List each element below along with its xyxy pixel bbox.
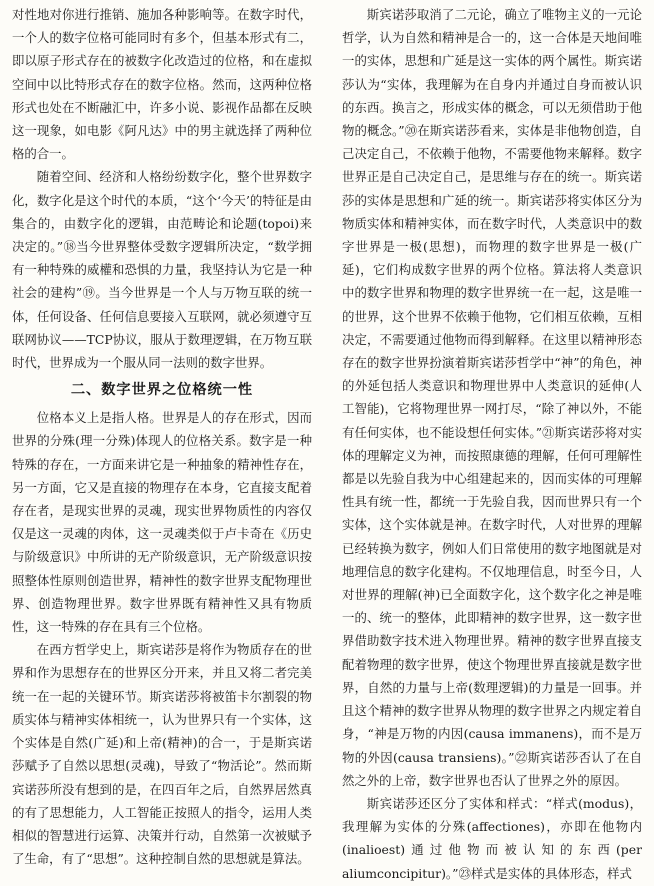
left-paragraph-2: 随着空间、经济和人格纷纷数字化，整个世界数字化，数字化是这个时代的本质，“这个‘今天’的特征是由集合的，由数字化的逻辑，由范畴论和论题(topoi)来决定的。”⑱当今世界整体受数字逻辑所决定，“数学拥有一种特殊的威權和恐惧的力量，我坚持认为它是一种社会的建构”⑲。当今世界是一个人与万物互联的统一体，任何设备、任何信息要接入互联网，就必须遵守互联网协议——TCP协议，服从于数理逻辑，在万物互联时代，世界成为一个服从同一法则的数字世界。	[12, 169, 312, 371]
right-paragraph-1: 斯宾诺莎取消了二元论，确立了唯物主义的一元论哲学，认为自然和精神是合一的，这一合体是天地间唯一的实体，思想和广延是这一实体的两个属性。斯宾诺莎认为“实体，我理解为在自身内并通过自身而被认识的东西。换言之，形成实体的概念，可以无须借助于他物的概念。”⑳在斯宾诺莎看来，实体是非他物创造，自己决定自己，不依赖于他物，不需要他物来解释。数字世界正是自己决定自己，是思维与存在的统一。斯宾诺莎的实体是思想和广延的统一。斯宾诺莎将实体区分为物质实体和精神实体，而在数字时代，人类意识中的数字世界是一极(思想)，而物理的数字世界是一极(广延)，它们构成数字世界的两个位格。算法将人类意识中的数字世界和物理的数字世界统一在一起，这是唯一的世界，这个世界不依赖于他物，它们相互依赖，互相决定，不需要通过他物而得到解释。在这里以精神形态存在的数字世界扮演着斯宾诺莎哲学中“神”的角色，神的外延包括人类意识和物理世界中人类意识的延伸(人工智能)，它将物理世界一网打尽，“除了神以外，不能有任何实体，也不能设想任何实体。”㉑斯宾诺莎将对实体的理解定义为神，而按照康德的理解，任何可理解性都是以先验自我为中心组建起来的，因而实体的可理解性具有统一性，都统一于先验自我，因而世界只有一个实体，这个实体就是神。在数字时代，人对世界的理解已经转换为数字，例如人们日常使用的数字地图就是对地理信息的数字化建构。不仅地理信息，时至今日，人对世界的理解(神)已全面数字化，这个数字化之神是唯一的、统一的整体，此即精神的数字世界，这一数字世界借助数字技术进入物理世界。精神的数字世界直接支配着物理的数字世界，使这个物理世界直接就是数字世界，自然的力量与上帝(数理逻辑)的力量是一回事。并且这个精神的数字世界从物理的数字世界之内规定着自身，“神是万物的内因(causa immanens)，而不是万物的外因(causa transiens)。”㉒斯宾诺莎否认了在自然之外的上帝，数字世界也否认了世界之外的原因。	[342, 7, 642, 788]
left-paragraph-4: 在西方哲学史上，斯宾诺莎是将作为物质存在的世界和作为思想存在的世界区分开来，并且又将二者完美统一在一起的关键环节。斯宾诺莎将被笛卡尔割裂的物质实体与精神实体相统一，认为世界只有一个实体，这个实体是自然(广延)和上帝(精神)的合一，于是斯宾诺莎赋予了自然以思想(灵魂)，导致了“物活论”。然而斯宾诺莎所没有想到的是，在四百年之后，自然界居然真的有了思想能力，人工智能正按照人的指令，运用人类相似的智慧进行运算、决策并行动，自然第一次被赋予了生命，有了“思想”。这种控制自然的思想就是算法。	[12, 642, 312, 867]
left-paragraph-1: 对性地对你进行推销、施加各种影响等。在数字时代，一个人的数字位格可能同时有多个，但基本形式有二，即以原子形式存在的被数字化改造过的位格，和在虚拟空间中以比特形式存在的数字位格。然而，这两种位格形式也处在不断融汇中，许多小说、影视作品都在反映这一现象，如电影《阿凡达》中的男主就选择了两种位格的合一。	[12, 7, 312, 162]
section-heading: 二、数字世界之位格统一性	[70, 382, 254, 399]
right-paragraph-2: 斯宾诺莎还区分了实体和样式：“样式(modus)，我理解为实体的分殊(affectiones)，亦即在他物内(inalioest)通过他物而被认知的东西(per aliumconcipitur)。”㉓样式是实体的具体形态，样式	[342, 795, 642, 881]
left-column	[12, 3, 312, 886]
left-paragraph-3: 位格本义上是指人格。世界是人的存在形式，因而世界的分殊(理一分殊)体现人的位格关系。数字是一种特殊的存在，一方面来讲它是一种抽象的精神性存在，另一方面，它又是直接的物理存在本身，它直接支配着存在者，是现实世界的灵魂，现实世界物质性的内容仅仅是这一灵魂的肉体，这一灵魂类似于卢卡奇在《历史与阶级意识》中所讲的无产阶级意识，无产阶级意识按照整体性原则创造世界，精神性的数字世界支配物理世界、创造物理世界。数字世界既有精神性又具有物质性，这一特殊的存在具有三个位格。	[12, 410, 312, 635]
right-column	[342, 3, 642, 886]
